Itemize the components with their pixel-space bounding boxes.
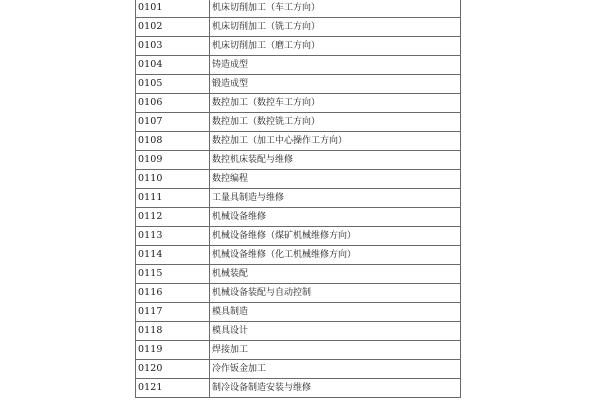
table-row xyxy=(136,94,461,113)
major-code: 0120 xyxy=(136,360,210,379)
major-code: 0115 xyxy=(136,265,210,284)
major-code: 0113 xyxy=(136,227,210,246)
table-row xyxy=(136,37,461,56)
major-code: 0104 xyxy=(136,56,210,75)
table-row xyxy=(136,227,461,246)
major-code: 0107 xyxy=(136,113,210,132)
major-code: 0116 xyxy=(136,284,210,303)
major-name: 模具制造 xyxy=(210,303,461,322)
major-code: 0121 xyxy=(136,379,210,398)
table-row xyxy=(136,56,461,75)
major-code: 0117 xyxy=(136,303,210,322)
major-code: 0108 xyxy=(136,132,210,151)
major-name: 机械设备维修 xyxy=(210,208,461,227)
table-row xyxy=(136,341,461,360)
major-name: 数控加工（数控车工方向） xyxy=(210,94,461,113)
major-code: 0114 xyxy=(136,246,210,265)
major-code: 0118 xyxy=(136,322,210,341)
major-name: 焊接加工 xyxy=(210,341,461,360)
major-code: 0105 xyxy=(136,75,210,94)
table-row xyxy=(136,360,461,379)
table-row xyxy=(136,113,461,132)
major-name: 数控机床装配与维修 xyxy=(210,151,461,170)
table-row xyxy=(136,189,461,208)
table-row xyxy=(136,322,461,341)
major-name: 机械装配 xyxy=(210,265,461,284)
major-code: 0112 xyxy=(136,208,210,227)
major-code: 0119 xyxy=(136,341,210,360)
major-name: 数控编程 xyxy=(210,170,461,189)
major-name: 模具设计 xyxy=(210,322,461,341)
table-row xyxy=(136,151,461,170)
table-row xyxy=(136,303,461,322)
major-name: 机床切削加工（车工方向） xyxy=(210,0,461,18)
table-row xyxy=(136,379,461,398)
major-name: 机械设备装配与自动控制 xyxy=(210,284,461,303)
table-row xyxy=(136,75,461,94)
table-row xyxy=(136,18,461,37)
major-name: 数控加工（加工中心操作工方向） xyxy=(210,132,461,151)
major-code: 0110 xyxy=(136,170,210,189)
major-code: 0109 xyxy=(136,151,210,170)
table-row xyxy=(136,265,461,284)
major-code: 0106 xyxy=(136,94,210,113)
major-code: 0111 xyxy=(136,189,210,208)
major-name: 机械设备维修（化工机械维修方向） xyxy=(210,246,461,265)
major-name: 冷作钣金加工 xyxy=(210,360,461,379)
major-name: 数控加工（数控铣工方向） xyxy=(210,113,461,132)
major-name: 工量具制造与维修 xyxy=(210,189,461,208)
major-name: 锻造成型 xyxy=(210,75,461,94)
major-name: 机床切削加工（磨工方向） xyxy=(210,37,461,56)
major-code: 0103 xyxy=(136,37,210,56)
table-row xyxy=(136,170,461,189)
major-name: 制冷设备制造安装与维修 xyxy=(210,379,461,398)
table-row xyxy=(136,284,461,303)
major-code-table xyxy=(135,0,461,398)
major-name: 机床切削加工（铣工方向） xyxy=(210,18,461,37)
table-row xyxy=(136,208,461,227)
major-code: 0102 xyxy=(136,18,210,37)
major-name: 机械设备维修（煤矿机械维修方向） xyxy=(210,227,461,246)
major-name: 铸造成型 xyxy=(210,56,461,75)
table-row xyxy=(136,132,461,151)
table-row xyxy=(136,0,461,18)
major-code: 0101 xyxy=(136,0,210,18)
table-row xyxy=(136,246,461,265)
